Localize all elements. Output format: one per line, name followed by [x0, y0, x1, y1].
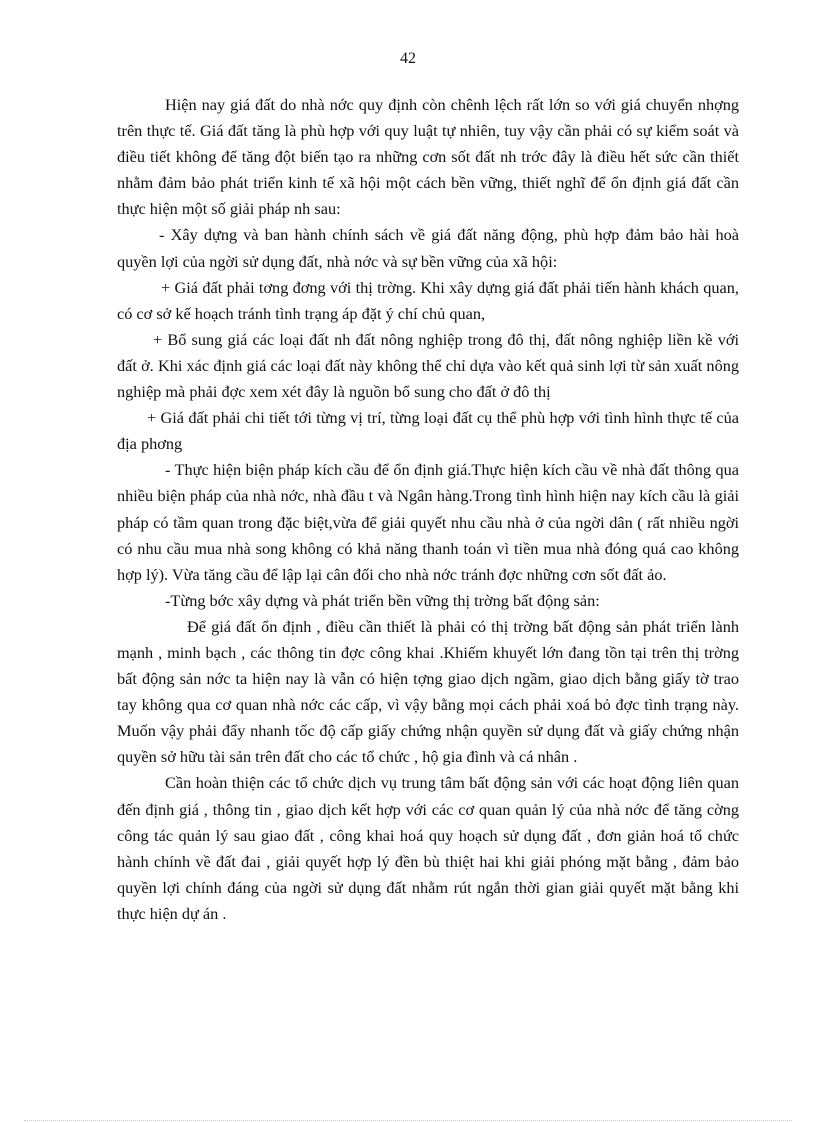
footer-divider [24, 1120, 792, 1121]
paragraph-agricultural-land: + Bổ sung giá các loại đất nh đất nông nghiệp trong đô thị, đất nông nghiệp liền kề với đất ở. Khi xác định giá các loại đất này không thể chỉ dựa vào kết quả sinh lợi từ sản xuất nông nghiệp mà phải đợc xem xét đây là nguồn bổ sung cho đất ở đô thị [117, 329, 739, 402]
paragraph-location-detail: + Giá đất phải chi tiết tới từng vị trí, từng loại đất cụ thể phù hợp với tình hình thực tế của địa phơng [117, 408, 739, 454]
paragraph-transparency: Để giá đất ổn định , điều cần thiết là phải có thị trờng bất động sản phát triển lành mạnh , minh bạch , các thông tin đợc công khai .Khiếm khuyết lớn đang tồn tại trên thị trờng bất động sản nớc ta hiện nay là vẫn có hiện tợng giao dịch ngầm, giao dịch bằng giấy tờ trao tay không qua cơ quan nhà nớc các cấp, vì vậy bằng mọi cách phải xoá bỏ đợc tình trạng này. Muốn vậy phải đẩy nhanh tốc độ cấp giấy chứng nhận quyền sử dụng đất và giấy chứng nhận quyền sở hữu tài sản trên đất cho các tổ chức , hộ gia đình và cá nhân . [117, 616, 739, 767]
paragraph-price-policy: - Xây dựng và ban hành chính sách về giá đất năng động, phù hợp đảm bảo hài hoà quyền lợi của ngời sử dụng đất, nhà nớc và sự bền vững của xã hội: [117, 225, 739, 271]
document-body [117, 92, 739, 927]
paragraph-market-equivalence: + Giá đất phải tơng đơng với thị trờng. Khi xây dựng giá đất phải tiến hành khách quan, có cơ sở kế hoạch tránh tình trạng áp đặt ý chí chủ quan, [117, 277, 739, 323]
paragraph-land-price-intro: Hiện nay giá đất do nhà nớc quy định còn chênh lệch rất lớn so với giá chuyển nhợng trên thực tế. Giá đất tăng là phù hợp với quy luật tự nhiên, tuy vậy cần phải có sự kiểm soát và điều tiết không để tăng đột biến tạo ra những cơn sốt đất nh trớc đây là điều hết sức cần thiết nhằm đảm bảo phát triển kinh tế xã hội một cách bền vững, thiết nghĩ để ổn định giá đất cần thực hiện một số giải pháp nh sau: [117, 95, 739, 219]
page-number: 42 [400, 50, 416, 67]
paragraph-demand-stimulus: - Thực hiện biện pháp kích cầu để ổn định giá.Thực hiện kích cầu về nhà đất thông qua nhiều biện pháp của nhà nớc, nhà đầu t và Ngân hàng.Trong tình hình hiện nay kích cầu là giải pháp có tầm quan trong đặc biệt,vừa để giải quyết nhu cầu nhà ở của ngời dân ( rất nhiều ngời có nhu cầu mua nhà song không có khả năng thanh toán vì tiền mua nhà đóng quá cao không hợp lý). Vừa tăng cầu để lập lại cân đối cho nhà nớc tránh đợc những cơn sốt đất ảo. [117, 460, 739, 584]
paragraph-market-development: -Từng bớc xây dựng và phát triển bền vững thị trờng bất động sản: [165, 590, 600, 610]
paragraph-service-centers: Cần hoàn thiện các tổ chức dịch vụ trung tâm bất động sản với các hoạt động liên quan đến định giá , thông tin , giao dịch kết hợp với các cơ quan quản lý của nhà nớc để tăng cờng công tác quản lý sau giao đất , công khai hoá quy hoạch sử dụng đất , đơn giản hoá tổ chức hành chính về đất đai , giải quyết hợp lý đền bù thiệt hai khi giải phóng mặt bằng , đảm bảo quyền lợi chính đáng của ngời sử dụng đất nhằm rút ngắn thời gian giải quyết mặt bằng khi thực hiện dự án . [117, 773, 739, 923]
